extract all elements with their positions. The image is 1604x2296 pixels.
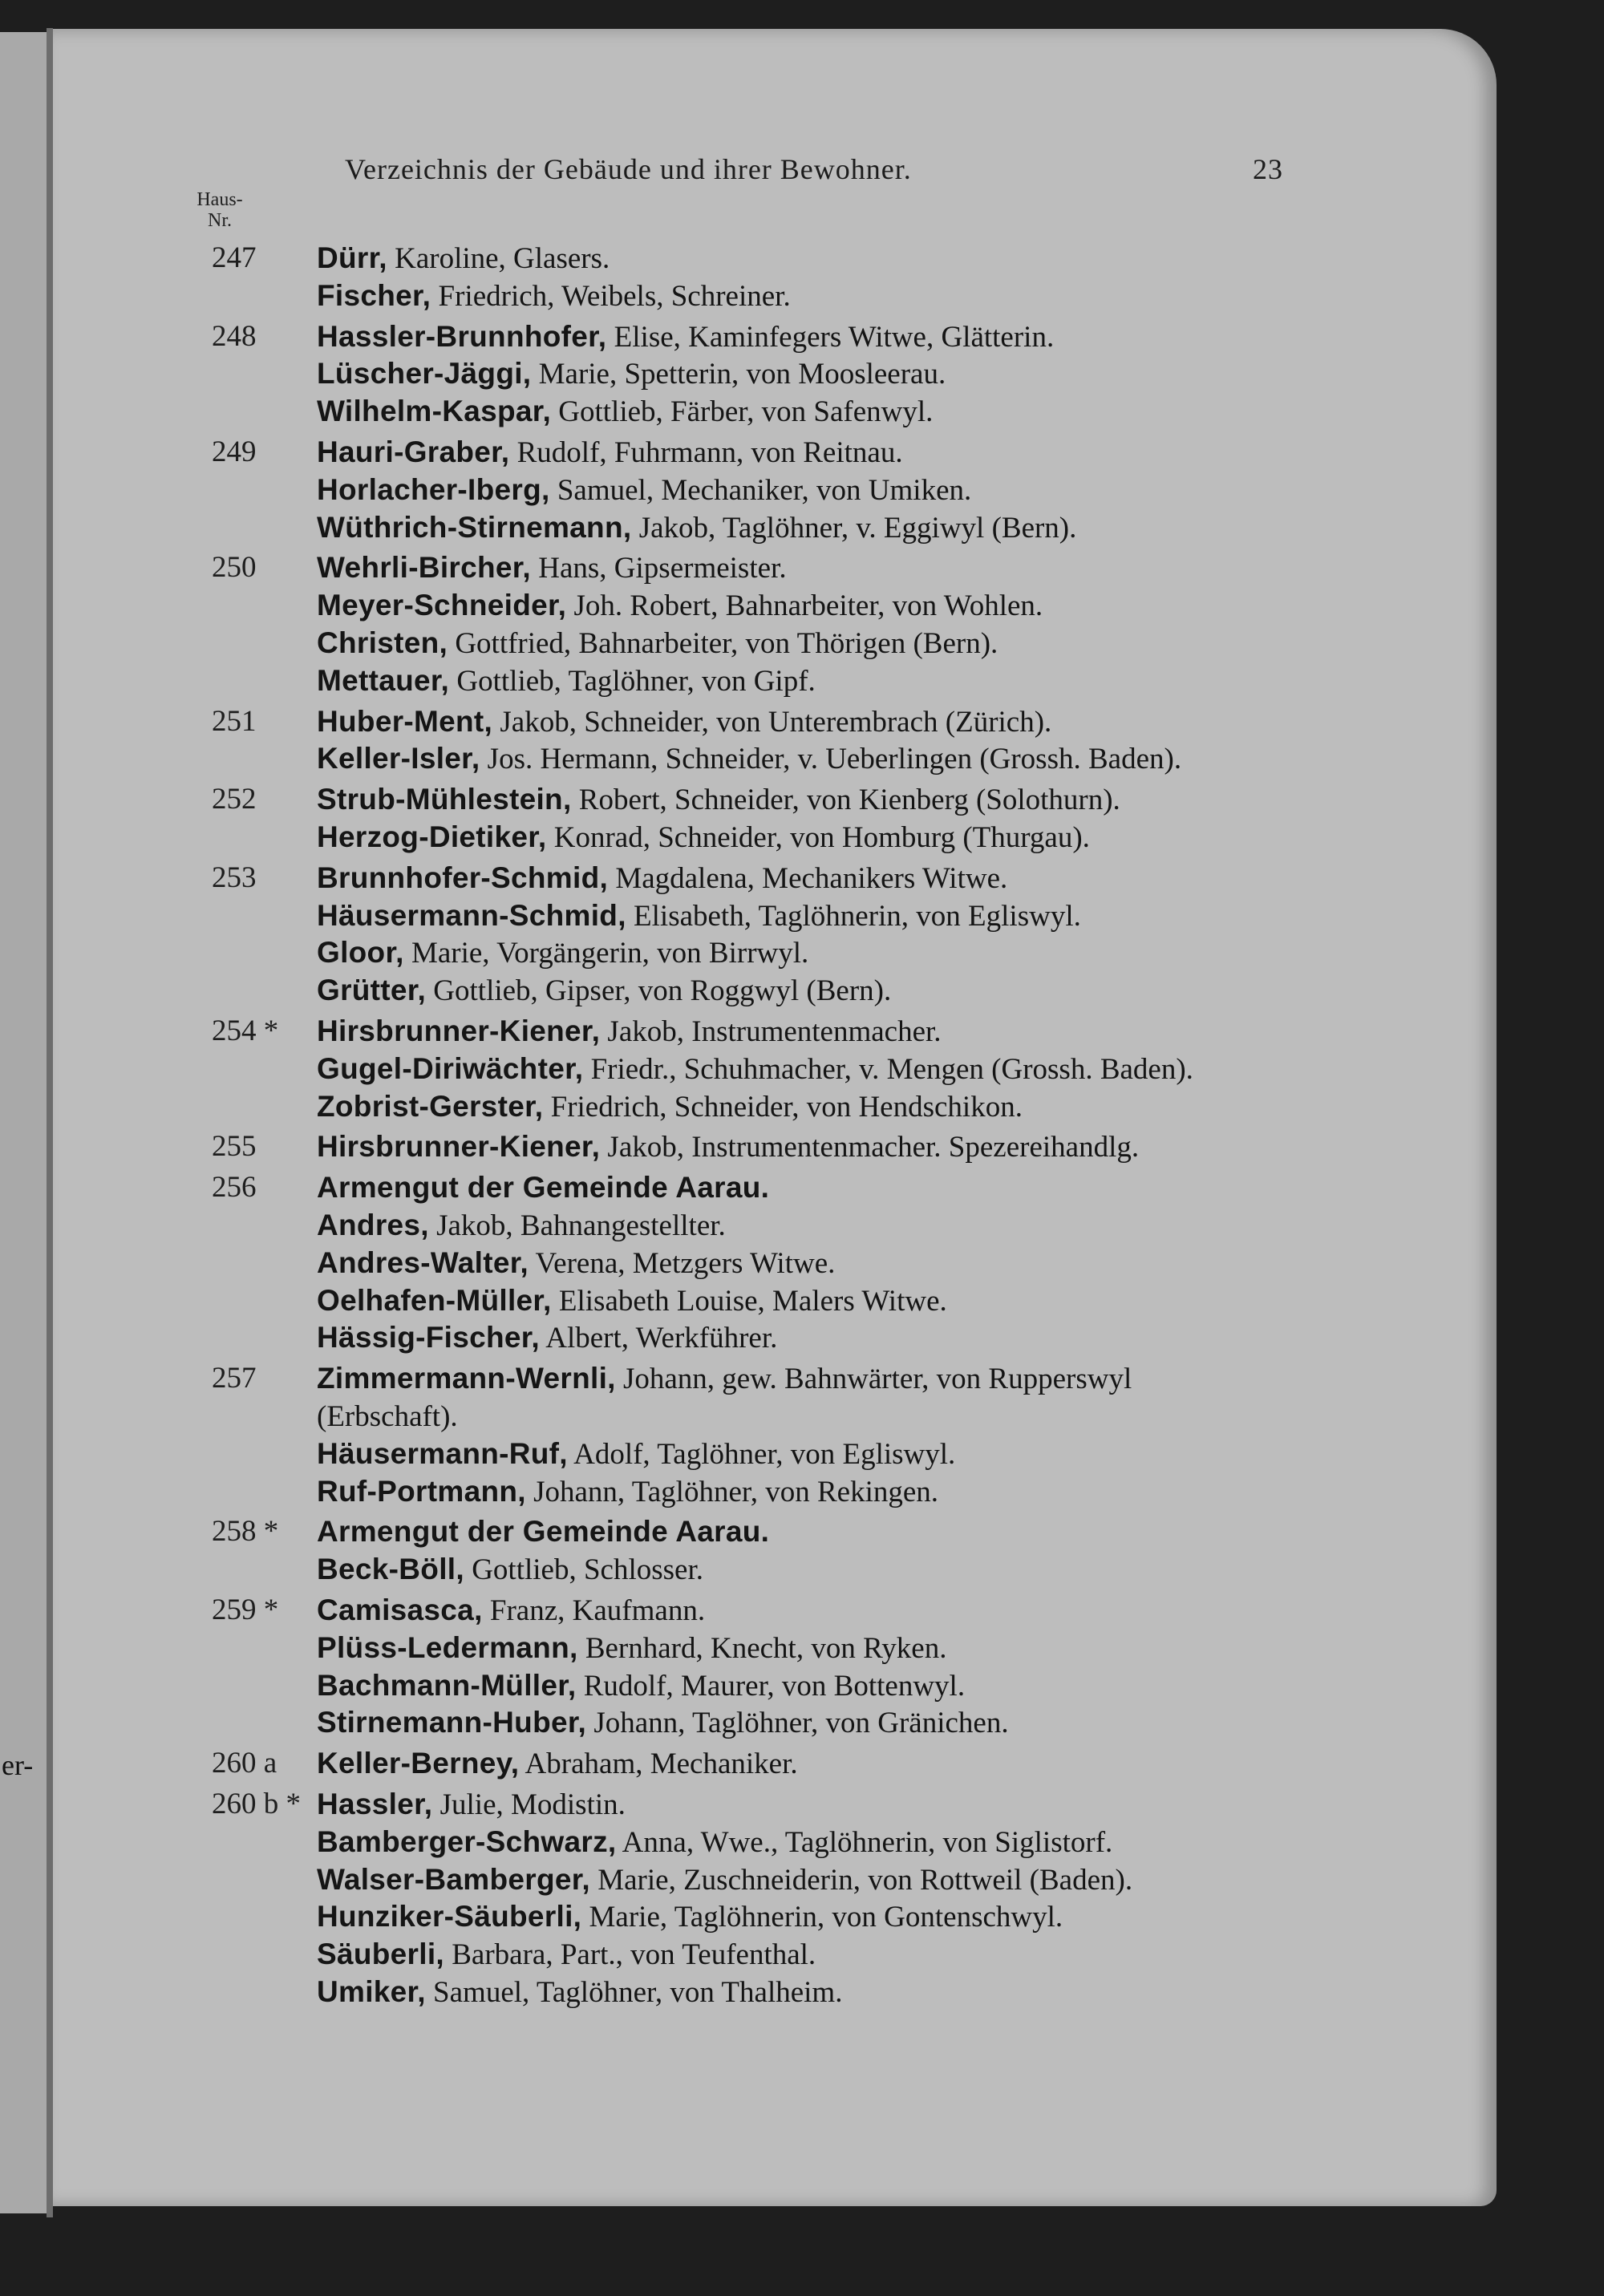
resident-details: Johann, Taglöhner, von Gränichen.	[586, 1707, 1009, 1739]
resident-name: Brunnhofer-Schmid,	[317, 861, 609, 894]
entry-text	[317, 1169, 769, 1207]
house-number-column-label	[172, 189, 268, 231]
entry-text	[317, 781, 1120, 819]
entry-text	[317, 472, 971, 509]
resident-name: Meyer-Schneider,	[317, 589, 567, 622]
resident-name: Andres,	[317, 1209, 429, 1241]
resident-name: Stirnemann-Huber,	[317, 1706, 587, 1739]
entry-text	[317, 1245, 835, 1282]
resident-name: Horlacher-Iberg,	[317, 473, 550, 506]
resident-name: Hunziker-Säuberli,	[317, 1900, 582, 1933]
resident-details: Rudolf, Fuhrmann, von Reitnau.	[509, 436, 903, 469]
entry-text	[317, 587, 1043, 625]
resident-details: Marie, Zuschneiderin, von Rottweil (Baden).	[589, 1864, 1133, 1897]
entry-text	[317, 509, 1076, 547]
resident-details: Magdalena, Mechanikers Witwe.	[608, 862, 1008, 895]
resident-name: Häusermann-Schmid,	[317, 899, 626, 932]
resident-name: Hassler,	[317, 1788, 433, 1820]
house-number: 255	[212, 1130, 257, 1163]
resident-details: Johann, gew. Bahnwärter, von Rupperswyl	[615, 1363, 1132, 1395]
resident-details: Elisabeth, Taglöhnerin, von Egliswyl.	[626, 900, 1081, 933]
entry-text	[317, 897, 1081, 935]
entry-text	[317, 393, 933, 431]
house-number: 258 *	[212, 1515, 279, 1548]
resident-details: Johann, Taglöhner, von Rekingen.	[525, 1476, 939, 1508]
resident-details: Anna, Wwe., Taglöhnerin, von Siglistorf.	[616, 1826, 1113, 1859]
resident-details: Robert, Schneider, von Kienberg (Solothurn).	[571, 784, 1120, 816]
entry-text	[317, 1630, 946, 1667]
resident-name: Christen,	[317, 626, 448, 659]
resident-name: Grütter,	[317, 974, 427, 1006]
house-number: 260 a	[212, 1747, 277, 1780]
entry-text	[317, 740, 1181, 778]
resident-name: Säuberli,	[317, 1938, 444, 1970]
resident-details: Rudolf, Maurer, von Bottenwyl.	[576, 1670, 966, 1703]
column-label-line-2: Nr.	[208, 210, 232, 231]
resident-details: Verena, Metzgers Witwe.	[528, 1247, 836, 1280]
resident-name: Fischer,	[317, 279, 431, 312]
resident-name: Andres-Walter,	[317, 1246, 529, 1279]
resident-details: Jakob, Schneider, von Unterembrach (Zürich).	[492, 706, 1052, 739]
house-number: 251	[212, 705, 257, 738]
resident-details: Friedr., Schuhmacher, v. Mengen (Grossh. Baden).	[583, 1053, 1193, 1086]
entry-text	[317, 1824, 1112, 1861]
house-number: 250	[212, 551, 257, 584]
entry-text	[317, 1013, 942, 1051]
resident-name: Hirsbrunner-Kiener,	[317, 1130, 601, 1163]
entry-text	[317, 1473, 938, 1511]
resident-details: Franz, Kaufmann.	[482, 1594, 706, 1627]
resident-name: Oelhafen-Müller,	[317, 1284, 552, 1317]
resident-details: Gottlieb, Gipser, von Roggwyl (Bern).	[426, 974, 892, 1007]
resident-details: (Erbschaft).	[317, 1400, 458, 1433]
resident-name: Hässig-Fischer,	[317, 1321, 541, 1354]
resident-details: Barbara, Part., von Teufenthal.	[444, 1938, 816, 1971]
resident-name: Wüthrich-Stirnemann,	[317, 511, 632, 544]
entry-text	[317, 549, 787, 587]
entry-text	[317, 1667, 965, 1705]
resident-name: Strub-Mühlestein,	[317, 783, 572, 816]
entry-text	[317, 1861, 1132, 1899]
resident-name: Camisasca,	[317, 1593, 483, 1626]
resident-details: Samuel, Mechaniker, von Umiken.	[549, 474, 972, 507]
house-number: 248	[212, 320, 257, 353]
header-title: Verzeichnis der Gebäude und ihrer Bewohner.	[345, 153, 912, 185]
house-number: 254 *	[212, 1014, 279, 1047]
resident-details: Joh. Robert, Bahnarbeiter, von Wohlen.	[566, 589, 1043, 622]
resident-details: Bernhard, Knecht, von Ryken.	[577, 1632, 947, 1665]
resident-details: Abraham, Mechaniker.	[519, 1747, 798, 1780]
resident-details: Karoline, Glasers.	[387, 242, 610, 275]
entry-text	[317, 1360, 1132, 1398]
resident-details: Adolf, Taglöhner, von Egliswyl.	[567, 1438, 956, 1471]
entry-text	[317, 819, 1090, 856]
resident-details: Jakob, Instrumentenmacher. Spezereihandlg.	[600, 1131, 1140, 1164]
resident-name: Wilhelm-Kaspar,	[317, 395, 552, 427]
column-label-line-1: Haus-	[196, 189, 243, 210]
entry-text	[317, 434, 903, 472]
resident-name: Huber-Ment,	[317, 705, 493, 738]
resident-name: Hirsbrunner-Kiener,	[317, 1014, 601, 1047]
house-number: 260 b *	[212, 1788, 301, 1820]
resident-details: Gottlieb, Färber, von Safenwyl.	[551, 395, 934, 428]
entry-text	[317, 1282, 947, 1320]
resident-details: Gottfried, Bahnarbeiter, von Thörigen (Bern).	[448, 627, 998, 660]
resident-details: Hans, Gipsermeister.	[531, 552, 787, 585]
entry-text	[317, 240, 610, 277]
entry-text	[317, 1898, 1063, 1936]
resident-details: Marie, Spetterin, von Moosleerau.	[531, 358, 946, 391]
resident-name: Bamberger-Schwarz,	[317, 1825, 617, 1858]
entry-text	[317, 1704, 1009, 1742]
resident-details: Albert, Werkführer.	[540, 1322, 778, 1355]
book-gutter	[47, 28, 53, 2217]
resident-details: Friedrich, Schneider, von Hendschikon.	[543, 1091, 1023, 1124]
entry-text	[317, 1051, 1193, 1088]
resident-name: Wehrli-Bircher,	[317, 551, 532, 584]
entry-text	[317, 860, 1007, 897]
resident-name: Ruf-Portmann,	[317, 1475, 526, 1508]
resident-name: Keller-Isler,	[317, 742, 480, 775]
entry-text	[317, 1128, 1139, 1166]
resident-details: Jakob, Bahnangestellter.	[428, 1209, 726, 1242]
running-header	[345, 152, 1283, 192]
house-number: 256	[212, 1171, 257, 1204]
resident-details: Samuel, Taglöhner, von Thalheim.	[425, 1976, 843, 2009]
entry-text	[317, 1398, 458, 1436]
house-number: 257	[212, 1362, 257, 1395]
resident-name: Hauri-Graber,	[317, 435, 510, 468]
entry-text	[317, 703, 1051, 741]
entry-text	[317, 1207, 726, 1245]
resident-name: Hassler-Brunnhofer,	[317, 320, 607, 353]
entry-text	[317, 1088, 1023, 1126]
resident-details: Elise, Kaminfegers Witwe, Glätterin.	[606, 321, 1055, 354]
resident-name: Mettauer,	[317, 664, 450, 697]
resident-details: Jakob, Taglöhner, v. Eggiwyl (Bern).	[631, 512, 1077, 545]
resident-name: Plüss-Ledermann,	[317, 1631, 578, 1664]
resident-details: Marie, Vorgängerin, von Birrwyl.	[403, 937, 809, 970]
resident-details: Jos. Hermann, Schneider, v. Ueberlingen (Grossh. Baden).	[480, 743, 1182, 775]
entry-text	[317, 355, 946, 393]
resident-details: Julie, Modistin.	[432, 1788, 626, 1821]
house-number: 253	[212, 861, 257, 894]
house-number: 247	[212, 241, 257, 274]
entry-text	[317, 662, 816, 700]
entry-text	[317, 318, 1054, 356]
resident-name: Herzog-Dietiker,	[317, 820, 547, 853]
resident-name: Umiker,	[317, 1975, 426, 2008]
resident-details: Gottlieb, Schlosser.	[464, 1553, 703, 1586]
entry-text	[317, 277, 791, 315]
entry-text	[317, 972, 891, 1010]
entry-text	[317, 1786, 626, 1824]
resident-details: Friedrich, Weibels, Schreiner.	[431, 280, 791, 313]
left-page-edge	[0, 32, 47, 2213]
resident-details: Konrad, Schneider, von Homburg (Thurgau).	[546, 821, 1090, 854]
entry-text	[317, 934, 808, 972]
resident-name: Gugel-Diriwächter,	[317, 1052, 584, 1085]
resident-name: Zimmermann-Wernli,	[317, 1362, 616, 1395]
house-number: 252	[212, 783, 257, 816]
resident-name: Zobrist-Gerster,	[317, 1090, 544, 1123]
resident-details: Jakob, Instrumentenmacher.	[600, 1015, 942, 1048]
entry-text	[317, 1745, 798, 1783]
resident-details: Gottlieb, Taglöhner, von Gipf.	[449, 665, 816, 698]
entry-text	[317, 1974, 842, 2011]
resident-details: Elisabeth Louise, Malers Witwe.	[551, 1285, 947, 1318]
resident-name: Dürr,	[317, 241, 387, 274]
entry-text	[317, 1319, 777, 1357]
entry-text	[317, 1592, 705, 1630]
entry-text	[317, 1513, 769, 1551]
resident-name: Häusermann-Ruf,	[317, 1437, 568, 1470]
left-page-fragment: er-	[2, 1749, 34, 1781]
page-number: 23	[1253, 153, 1283, 185]
resident-name: Keller-Berney,	[317, 1747, 520, 1780]
resident-name: Walser-Bamberger,	[317, 1863, 590, 1896]
house-number: 249	[212, 435, 257, 468]
entry-text	[317, 625, 998, 662]
entry-text	[317, 1551, 703, 1589]
resident-name: Bachmann-Müller,	[317, 1669, 577, 1702]
resident-name: Armengut der Gemeinde Aarau.	[317, 1515, 770, 1548]
resident-name: Lüscher-Jäggi,	[317, 357, 532, 390]
resident-details: Marie, Taglöhnerin, von Gontenschwyl.	[581, 1901, 1063, 1934]
entry-text	[317, 1936, 816, 1974]
house-number: 259 *	[212, 1593, 279, 1626]
entry-text	[317, 1436, 955, 1473]
resident-name: Beck-Böll,	[317, 1553, 464, 1585]
resident-name: Gloor,	[317, 936, 404, 969]
resident-name: Armengut der Gemeinde Aarau.	[317, 1171, 770, 1204]
